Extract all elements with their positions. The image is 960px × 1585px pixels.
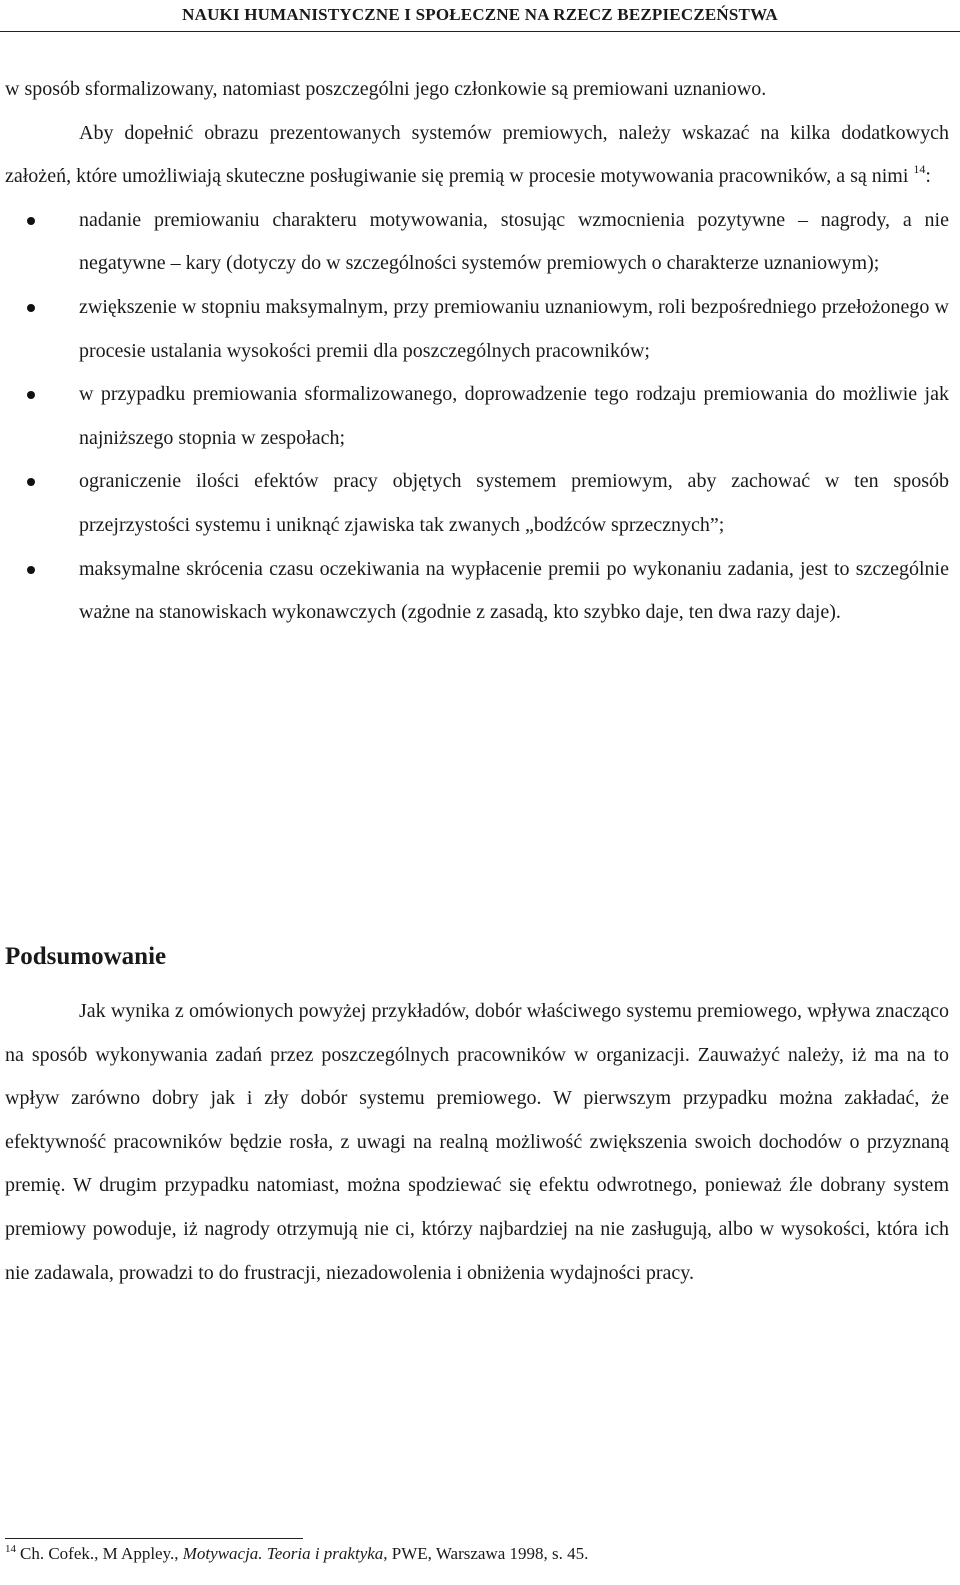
list-item bbox=[5, 199, 949, 286]
footnote-authors: Ch. Cofek., M Appley., bbox=[20, 1544, 179, 1563]
footnote bbox=[5, 1543, 588, 1564]
footnote-title: Motywacja. Teoria i praktyka bbox=[182, 1544, 384, 1563]
list-item-text: maksymalne skrócenia czasu oczekiwania na wypłacenie premii po wykonaniu zadania, jest to szczególnie ważne na stanowiskach wykonawczych (zgodnie z zasadą, kto szybko daje, ten dwa razy daje). bbox=[79, 557, 949, 624]
bullet-icon bbox=[27, 391, 35, 399]
list-item bbox=[5, 548, 949, 635]
bullet-icon bbox=[27, 566, 35, 574]
footnote-separator bbox=[5, 1538, 303, 1539]
list-item-text: ograniczenie ilości efektów pracy objętych systemem premiowym, aby zachować w ten sposób przejrzystości systemu i uniknąć zjawiska tak zwanych „bodźców sprzecznych”; bbox=[79, 470, 949, 536]
summary-paragraph: Jak wynika z omówionych powyżej przykładów, dobór właściwego systemu premiowego, wpływa znacząco na sposób wykonywania zadań przez poszczególnych pracowników w organizacji. Zauważyć należy, iż ma na to wpływ zarówno dobry jak i zły dobór systemu premiowego. W pierwszym przypadku można zakładać, że efektywność pracowników będzie rosła, z uwagi na realną możliwość zwiększenia swoich dochodów o przyznaną premię. W drugim przypadku natomiast, można spodziewać się efektu odwrotnego, ponieważ źle dobrany system premiowy powoduje, iż nagrody otrzymują nie ci, którzy najbardziej na nie zasługują, albo w wysokości, która ich nie zadawala, prowadzi to do frustracji, niezadowolenia i obniżenia wydajności pracy. bbox=[5, 1000, 949, 1284]
summary-section bbox=[5, 990, 949, 1295]
body-text bbox=[5, 68, 949, 635]
running-header: NAUKI HUMANISTYCZNE I SPOŁECZNE NA RZECZ BEZPIECZEŃSTWA bbox=[182, 5, 778, 24]
header-rule bbox=[0, 31, 960, 32]
list-item bbox=[5, 460, 949, 547]
list-item-text: w przypadku premiowania sformalizowanego, doprowadzenie tego rodzaju premiowania do możliwie jak najniższego stopnia w zespołach; bbox=[79, 383, 949, 449]
intro-text: Aby dopełnić obrazu prezentowanych systemów premiowych, należy wskazać na kilka dodatkowych założeń, które umożliwiają skuteczne posługiwanie się premią w procesie motywowania pracowników, a są nimi bbox=[5, 121, 949, 188]
list-item-text: zwiększenie w stopniu maksymalnym, przy premiowaniu uznaniowym, roli bezpośredniego przełożonego w procesie ustalania wysokości premii dla poszczególnych pracowników; bbox=[79, 295, 949, 362]
list-item bbox=[5, 286, 949, 373]
list-item-text: nadanie premiowaniu charakteru motywowania, stosując wzmocnienia pozytywne – nagrody, a nie negatywne – kary (dotyczy do w szczególności systemów premiowych o charakterze uznaniowym); bbox=[79, 208, 949, 275]
bullet-icon bbox=[27, 478, 35, 486]
footnote-details: , PWE, Warszawa 1998, s. 45. bbox=[383, 1544, 589, 1563]
intro-paragraph bbox=[5, 112, 949, 199]
intro-suffix: : bbox=[925, 165, 931, 188]
bullet-icon bbox=[27, 304, 35, 312]
assumptions-list bbox=[5, 199, 949, 635]
bullet-icon bbox=[27, 217, 35, 225]
footnote-number: 14 bbox=[5, 1543, 16, 1555]
list-item bbox=[5, 373, 949, 460]
section-heading: Podsumowanie bbox=[5, 943, 167, 970]
footnote-reference: 14 bbox=[913, 162, 926, 177]
continuation-paragraph: w sposób sformalizowany, natomiast poszczególni jego członkowie są premiowani uznaniowo. bbox=[5, 78, 767, 100]
